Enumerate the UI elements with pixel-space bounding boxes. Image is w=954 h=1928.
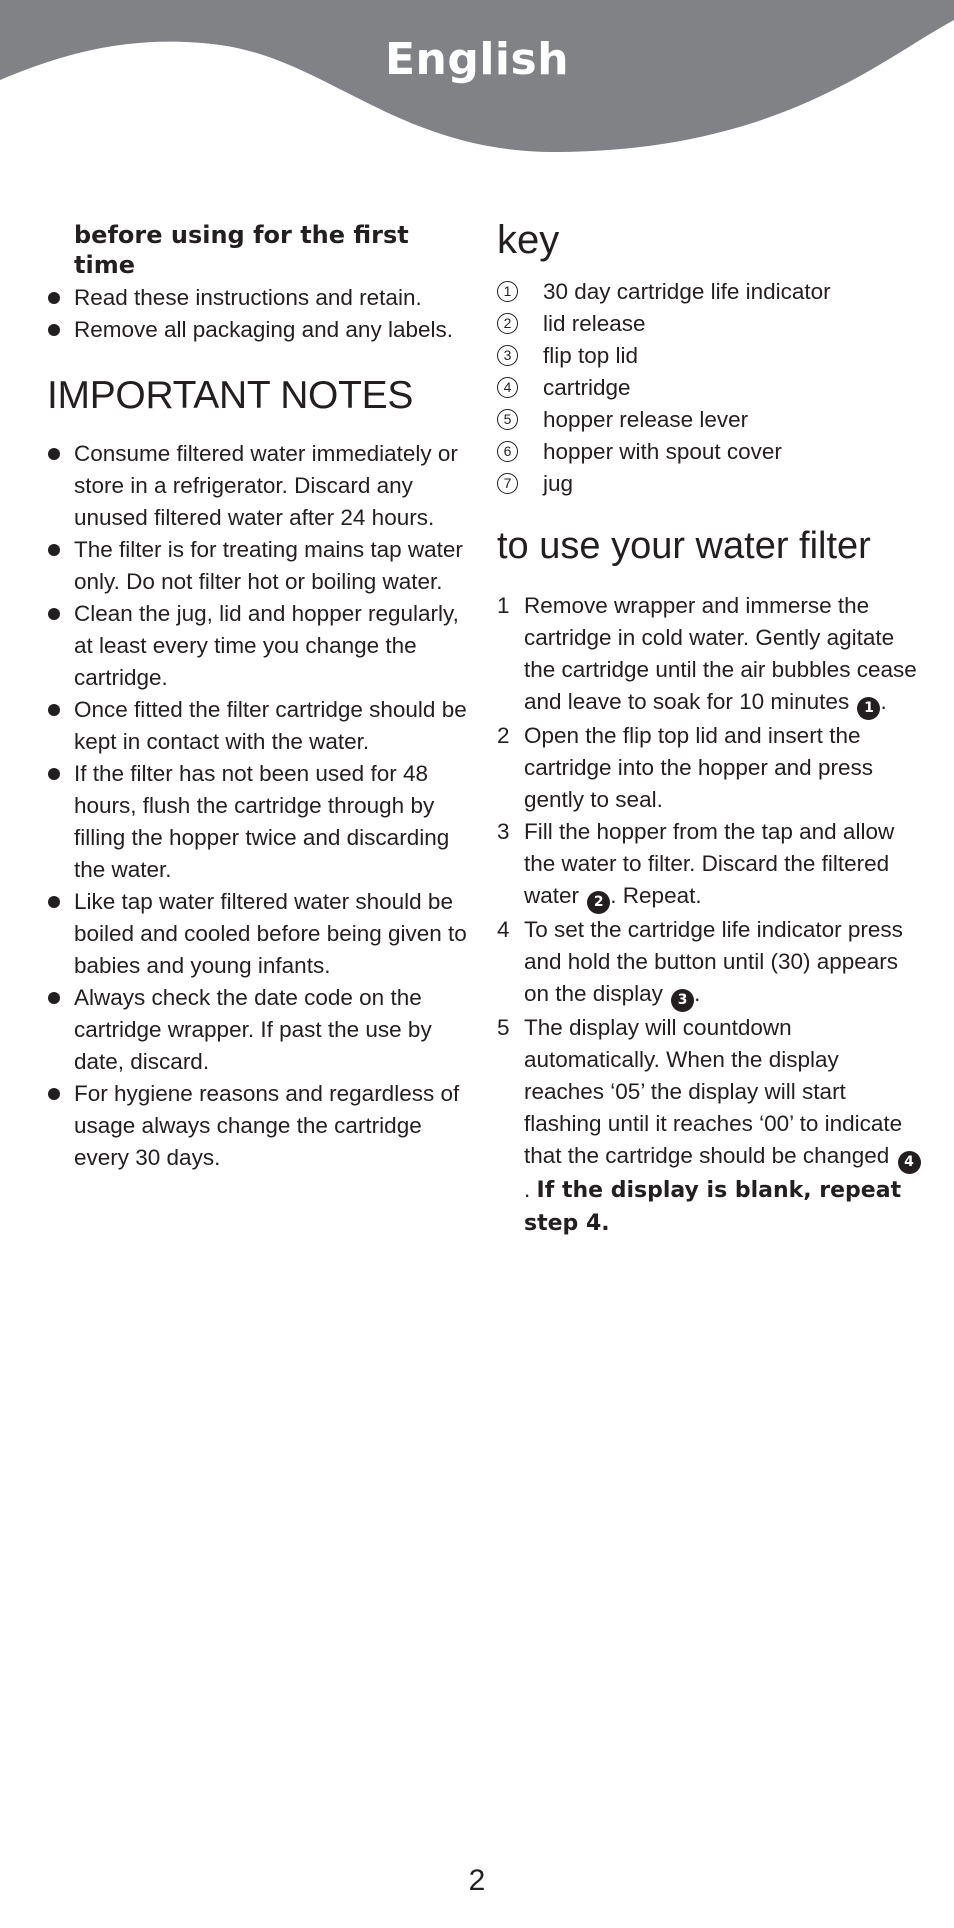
key-item	[497, 404, 922, 436]
key-item-label: hopper release lever	[543, 407, 749, 432]
key-number-icon: 5	[497, 409, 518, 430]
key-number-icon: 6	[497, 441, 518, 462]
step-text: Fill the hopper from the tap and allow the water to filter. Discard the filtered water	[524, 819, 895, 908]
step-number: 3	[497, 819, 510, 844]
list-item	[47, 534, 467, 598]
key-item-label: cartridge	[543, 375, 631, 400]
bullet-icon	[48, 992, 60, 1004]
bullet-icon	[48, 324, 60, 336]
first-use-heading: before using for the first time	[74, 221, 409, 279]
list-item-text: For hygiene reasons and regardless of usage always change the cartridge every 30 days.	[74, 1081, 460, 1170]
important-notes-heading: IMPORTANT NOTES	[47, 374, 414, 417]
key-item	[497, 468, 922, 500]
step-body	[524, 723, 873, 812]
list-item-text: Read these instructions and retain.	[74, 285, 422, 310]
step-number: 5	[497, 1015, 510, 1040]
step-number: 2	[497, 723, 510, 748]
step-body	[524, 593, 917, 714]
bullet-icon	[48, 896, 60, 908]
step-body	[524, 1015, 921, 1235]
figure-reference-icon: 3	[671, 989, 694, 1012]
step-item	[497, 914, 922, 1012]
step-item	[497, 816, 922, 914]
step-text-after: . Repeat.	[610, 883, 702, 908]
key-item	[497, 436, 922, 468]
key-item	[497, 276, 922, 308]
key-list	[497, 276, 922, 500]
list-item	[47, 598, 467, 694]
key-number-icon: 2	[497, 313, 518, 334]
bullet-icon	[48, 1088, 60, 1100]
step-text-after: .	[524, 1177, 531, 1202]
key-item-label: 30 day cartridge life indicator	[543, 279, 831, 304]
right-column	[497, 218, 922, 1240]
step-number: 4	[497, 917, 510, 942]
list-item-text: Remove all packaging and any labels.	[74, 317, 453, 342]
steps-list	[497, 590, 922, 1240]
list-item	[47, 694, 467, 758]
list-item-text: If the filter has not been used for 48 hours, flush the cartridge through by filling the hopper twice and discarding the water.	[74, 761, 450, 882]
page-language-title: English	[384, 34, 570, 85]
page-number: 2	[468, 1864, 486, 1897]
list-item	[47, 1078, 467, 1174]
important-notes-list	[47, 438, 467, 1174]
key-number-icon: 7	[497, 473, 518, 494]
figure-reference-icon: 1	[857, 697, 880, 720]
step-text-after: .	[880, 689, 887, 714]
step-number: 1	[497, 593, 510, 618]
key-item-label: jug	[543, 471, 574, 496]
step-text: Open the flip top lid and insert the cartridge into the hopper and press gently to seal.	[524, 723, 873, 812]
bullet-icon	[48, 292, 60, 304]
list-item	[47, 758, 467, 886]
bullet-icon	[48, 448, 60, 460]
step-body	[524, 917, 903, 1006]
list-item	[47, 982, 467, 1078]
list-item	[47, 282, 467, 314]
step-item	[497, 1012, 922, 1240]
step-warning: If the display is blank, repeat step 4.	[524, 1178, 902, 1236]
list-item	[47, 438, 467, 534]
step-body	[524, 819, 894, 908]
key-number-icon: 4	[497, 377, 518, 398]
step-item	[497, 590, 922, 720]
list-item-text: Clean the jug, lid and hopper regularly, at least every time you change the cartridge.	[74, 601, 459, 690]
header-band	[0, 0, 954, 160]
step-text: Remove wrapper and immerse the cartridge in cold water. Gently agitate the cartridge until the air bubbles cease and leave to soak for 10 minutes	[524, 593, 917, 714]
key-item	[497, 372, 922, 404]
key-item	[497, 308, 922, 340]
key-number-icon: 1	[497, 281, 518, 302]
figure-reference-icon: 2	[587, 891, 610, 914]
step-text: The display will countdown automatically. When the display reaches ‘05’ the display will start flashing until it reaches ‘00’ to indicate that the cartridge should be changed	[524, 1015, 903, 1168]
figure-reference-icon: 4	[898, 1151, 921, 1174]
list-item	[47, 314, 467, 346]
step-item	[497, 720, 922, 816]
list-item-text: Always check the date code on the cartridge wrapper. If past the use by date, discard.	[74, 985, 432, 1074]
bullet-icon	[48, 544, 60, 556]
list-item-text: Consume filtered water immediately or store in a refrigerator. Discard any unused filtered water after 24 hours.	[74, 441, 458, 530]
use-filter-heading: to use your water filter	[497, 525, 871, 567]
bullet-icon	[48, 608, 60, 620]
key-item-label: lid release	[543, 311, 646, 336]
bullet-icon	[48, 704, 60, 716]
key-number-icon: 3	[497, 345, 518, 366]
key-item-label: hopper with spout cover	[543, 439, 782, 464]
first-use-list	[47, 282, 467, 346]
left-column	[47, 218, 467, 1174]
step-text-after: .	[694, 981, 701, 1006]
list-item-text: The filter is for treating mains tap water only. Do not filter hot or boiling water.	[74, 537, 463, 594]
key-item	[497, 340, 922, 372]
step-text: To set the cartridge life indicator press and hold the button until (30) appears on the display	[524, 917, 903, 1006]
key-item-label: flip top lid	[543, 343, 639, 368]
bullet-icon	[48, 768, 60, 780]
list-item-text: Once fitted the filter cartridge should be kept in contact with the water.	[74, 697, 467, 754]
key-heading: key	[497, 218, 560, 262]
list-item-text: Like tap water filtered water should be boiled and cooled before being given to babies and young infants.	[74, 889, 467, 978]
list-item	[47, 886, 467, 982]
